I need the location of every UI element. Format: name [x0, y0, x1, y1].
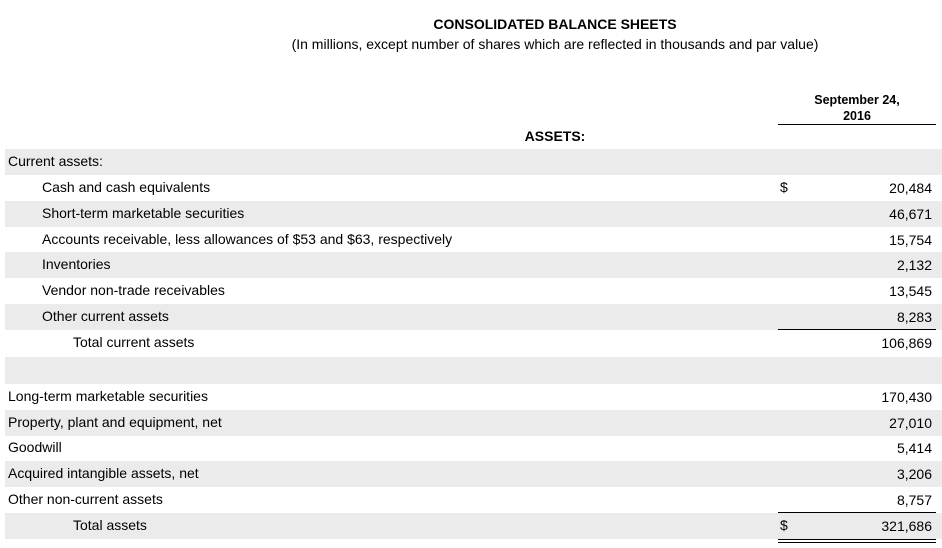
- row-label: Acquired intangible assets, net: [8, 465, 199, 481]
- row-label: Short-term marketable securities: [42, 205, 245, 221]
- section-heading-assets: ASSETS:: [524, 128, 586, 144]
- table-row-accounts-receivable: [5, 227, 942, 253]
- row-label: Property, plant and equipment, net: [8, 414, 222, 430]
- row-value: 8,757: [896, 492, 932, 508]
- row-value: 3,206: [896, 466, 932, 482]
- table-row-short-term-securities: [5, 201, 942, 227]
- table-row-total-assets: [5, 513, 942, 539]
- row-value: 106,869: [881, 335, 932, 351]
- row-value: 13,545: [889, 283, 932, 299]
- table-row-goodwill: [5, 435, 942, 461]
- table-row-other-non-current-assets: [5, 487, 942, 513]
- row-label: Vendor non-trade receivables: [42, 282, 225, 298]
- table-row-other-current-assets: [5, 304, 942, 330]
- row-label: Goodwill: [8, 439, 62, 455]
- row-value: 20,484: [889, 180, 932, 196]
- table-row-total-current-assets: [5, 330, 942, 356]
- row-value: 27,010: [889, 415, 932, 431]
- table-row-inventories: [5, 252, 942, 278]
- column-header-date: [778, 92, 936, 125]
- table-row-current-assets-header: [5, 149, 942, 175]
- row-value: 8,283: [896, 309, 932, 325]
- row-label: Accounts receivable, less allowances of $53 and $63, respectively: [42, 231, 453, 247]
- double-rule-top: [778, 539, 936, 540]
- row-label: Total current assets: [73, 334, 195, 350]
- row-value: 5,414: [896, 440, 932, 456]
- table-row-ppe: [5, 410, 942, 436]
- currency-symbol: $: [780, 179, 788, 195]
- table-row-intangible-assets: [5, 461, 942, 487]
- row-label: Total assets: [73, 517, 147, 533]
- page-title: CONSOLIDATED BALANCE SHEETS: [433, 16, 677, 32]
- row-label: Cash and cash equivalents: [42, 179, 211, 195]
- column-header-line2: 2016: [843, 109, 871, 123]
- row-label: Other current assets: [42, 308, 169, 324]
- table-row-cash: [5, 175, 942, 201]
- row-value: 2,132: [896, 257, 932, 273]
- row-value: 170,430: [881, 389, 932, 405]
- row-value: 15,754: [889, 232, 932, 248]
- row-label: Inventories: [42, 256, 111, 272]
- currency-symbol: $: [780, 517, 788, 533]
- row-value: 46,671: [889, 206, 932, 222]
- page-subtitle: (In millions, except number of shares which are reflected in thousands and par value): [291, 36, 819, 52]
- row-value: 321,686: [881, 518, 932, 534]
- double-rule-bottom: [778, 542, 936, 543]
- column-header-line1: September 24,: [814, 93, 900, 107]
- table-row-long-term-securities: [5, 384, 942, 410]
- table-row-vendor-receivables: [5, 278, 942, 304]
- spacer-row: [5, 357, 942, 384]
- row-label: Long-term marketable securities: [8, 388, 208, 404]
- row-label: Other non-current assets: [8, 491, 163, 507]
- row-label: Current assets:: [8, 153, 103, 169]
